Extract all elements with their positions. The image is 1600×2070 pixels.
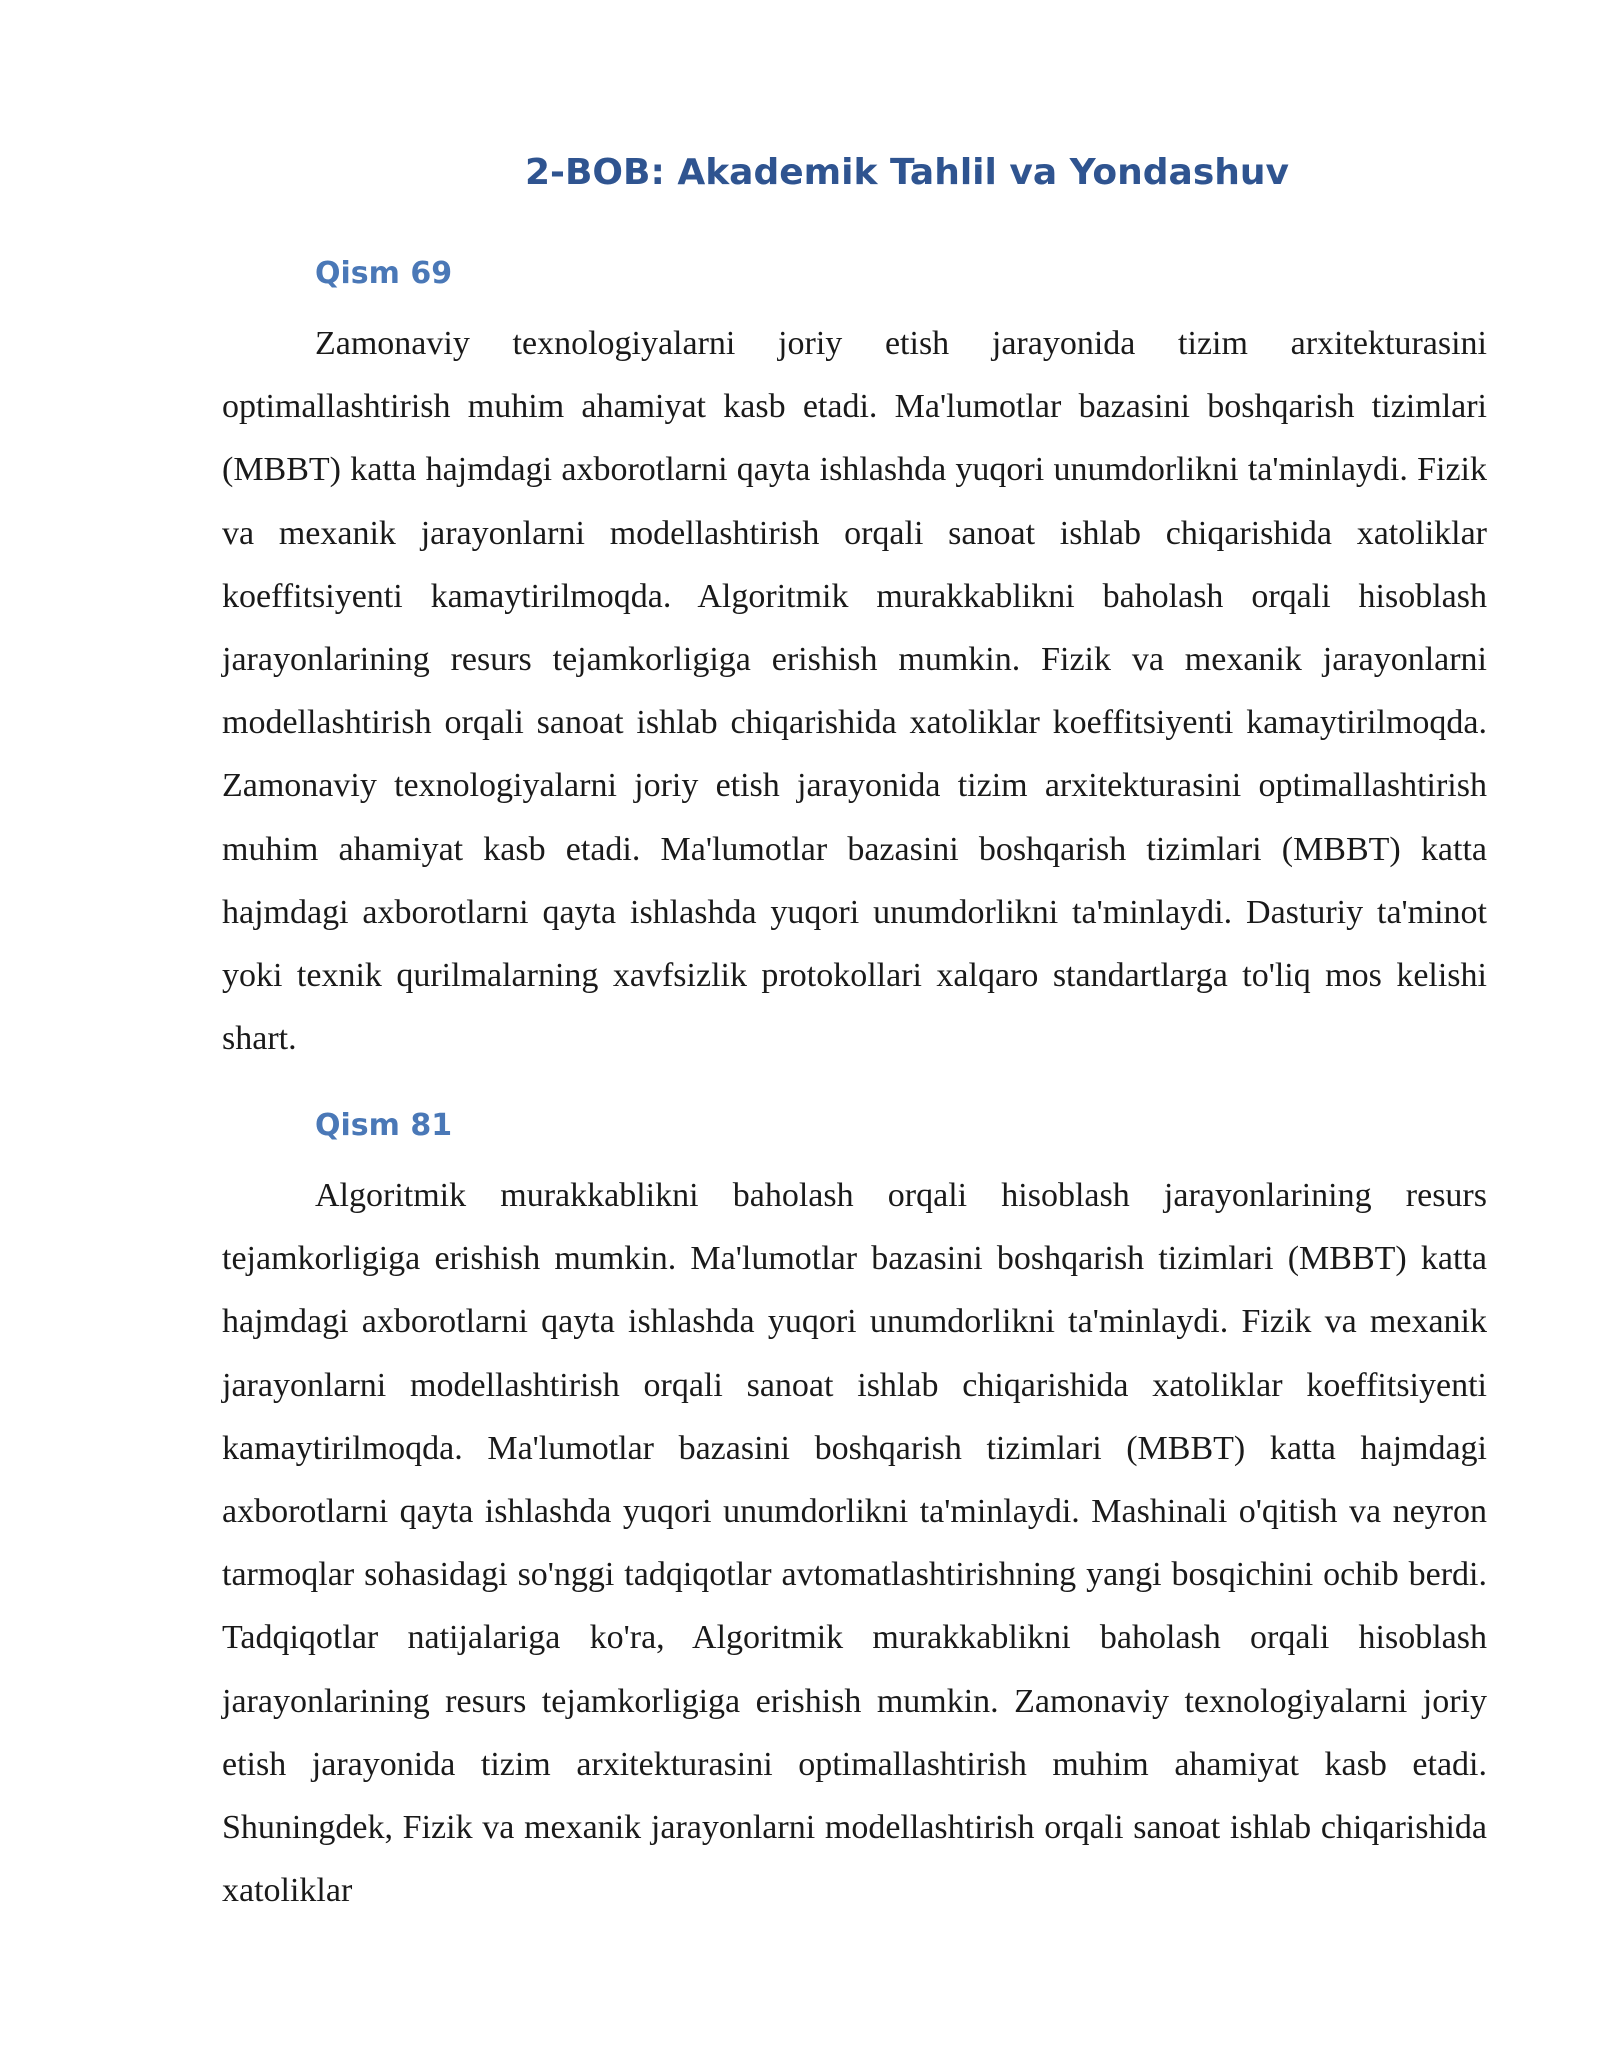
- section-heading: Qism 69: [315, 256, 453, 291]
- section-paragraph: Zamonaviy texnologiyalarni joriy etish jarayonida tizim arxitekturasini optimallashtirish muhim ahamiyat kasb etadi. Ma'lumotlar bazasini boshqarish tizimlari (MBBT) katta hajmdagi axborotlarni qayta ishlashda yuqori unumdorlikni ta'minlaydi. Fizik va mexanik jarayonlarni modellashtirish orqali sanoat ishlab chiqarishida xatoliklar koeffitsiyenti kamaytirilmoqda. Algoritmik murakkablikni baholash orqali hisoblash jarayonlarining resurs tejamkorligiga erishish mumkin. Fizik va mexanik jarayonlarni modellashtirish orqali sanoat ishlab chiqarishida xatoliklar koeffitsiyenti kamaytirilmoqda. Zamonaviy texnologiyalarni joriy etish jarayonida tizim arxitekturasini optimallashtirish muhim ahamiyat kasb etadi. Ma'lumotlar bazasini boshqarish tizimlari (MBBT) katta hajmdagi axborotlarni qayta ishlashda yuqori unumdorlikni ta'minlaydi. Dasturiy ta'minot yoki texnik qurilmalarning xavfsizlik protokollari xalqaro standartlarga to'liq mos kelishi shart.: [222, 325, 1487, 1058]
- chapter-title: 2-BOB: Akademik Tahlil va Yondashuv: [524, 152, 1290, 193]
- section: [222, 1104, 1487, 1922]
- section: [222, 252, 1487, 1070]
- section-paragraph: Algoritmik murakkablikni baholash orqali hisoblash jarayonlarining resurs tejamkorligiga erishish mumkin. Ma'lumotlar bazasini boshqarish tizimlari (MBBT) katta hajmdagi axborotlarni qayta ishlashda yuqori unumdorlikni ta'minlaydi. Fizik va mexanik jarayonlarni modellashtirish orqali sanoat ishlab chiqarishida xatoliklar koeffitsiyenti kamaytirilmoqda. Ma'lumotlar bazasini boshqarish tizimlari (MBBT) katta hajmdagi axborotlarni qayta ishlashda yuqori unumdorlikni ta'minlaydi. Mashinali o'qitish va neyron tarmoqlar sohasidagi so'nggi tadqiqotlar avtomatlashtirishning yangi bosqichini ochib berdi. Tadqiqotlar natijalariga ko'ra, Algoritmik murakkablikni baholash orqali hisoblash jarayonlarining resurs tejamkorligiga erishish mumkin. Zamonaviy texnologiyalarni joriy etish jarayonida tizim arxitekturasini optimallashtirish muhim ahamiyat kasb etadi. Shuningdek, Fizik va mexanik jarayonlarni modellashtirish orqali sanoat ishlab chiqarishida xatoliklar: [222, 1177, 1487, 1910]
- section-heading: Qism 81: [315, 1108, 453, 1143]
